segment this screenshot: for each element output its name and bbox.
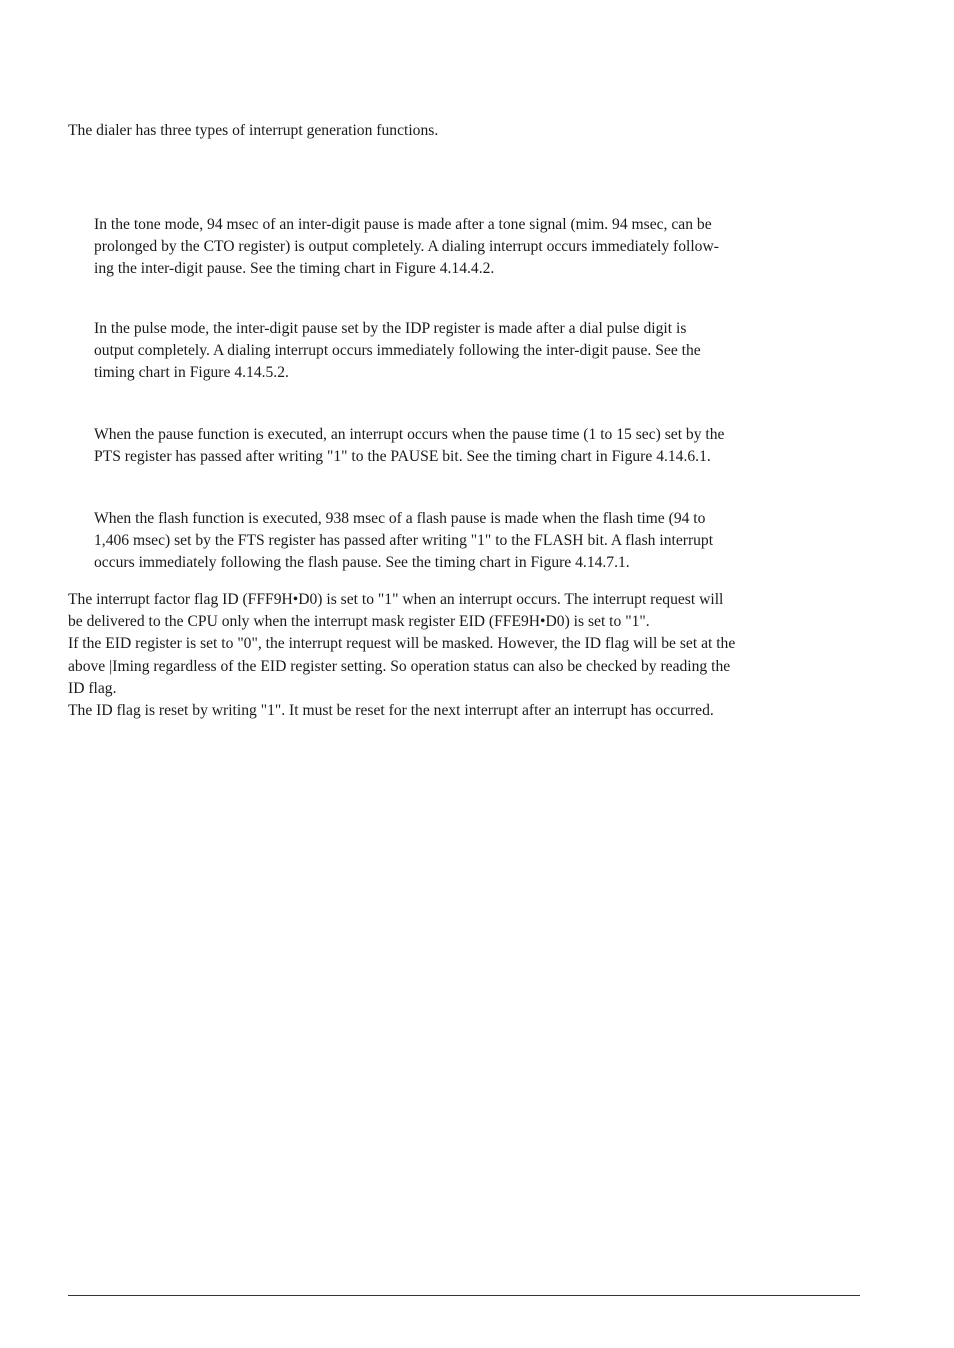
interrupt-notes-line: The interrupt factor flag ID (FFF9H•D0) is set to "1" when an interrupt occurs. The interrupt request will [68, 591, 724, 608]
pulse-mode-line: In the pulse mode, the inter-digit pause set by the IDP register is made after a dial pulse digit is [94, 320, 687, 337]
flash-function-line: When the flash function is executed, 938 msec of a flash pause is made when the flash time (94 to [94, 510, 706, 527]
pulse-mode-line: timing chart in Figure 4.14.5.2. [94, 364, 289, 381]
interrupt-notes-line: above |Iming regardless of the EID register setting. So operation status can also be checked by reading the [68, 658, 731, 675]
tone-mode-line: In the tone mode, 94 msec of an inter-digit pause is made after a tone signal (mim. 94 msec, can be [94, 216, 712, 233]
footer-divider [68, 1295, 860, 1296]
flash-function-line: 1,406 msec) set by the FTS register has passed after writing "1" to the FLASH bit. A flash interrupt [94, 532, 714, 549]
intro-text: The dialer has three types of interrupt generation functions. [68, 122, 439, 139]
tone-mode-line: prolonged by the CTO register) is output completely. A dialing interrupt occurs immediately follow- [94, 238, 719, 255]
pulse-mode-line: output completely. A dialing interrupt occurs immediately following the inter-digit pause. See the [94, 342, 701, 359]
pause-function-line: PTS register has passed after writing "1" to the PAUSE bit. See the timing chart in Figure 4.14.6.1. [94, 448, 711, 465]
pause-function-line: When the pause function is executed, an interrupt occurs when the pause time (1 to 15 sec) set by the [94, 426, 725, 443]
interrupt-notes-line: ID flag. [68, 680, 117, 697]
interrupt-notes-line: be delivered to the CPU only when the interrupt mask register EID (FFE9H•D0) is set to "1". [68, 613, 650, 630]
interrupt-notes-line: If the EID register is set to "0", the interrupt request will be masked. However, the ID flag will be set at the [68, 635, 736, 652]
flash-function-line: occurs immediately following the flash pause. See the timing chart in Figure 4.14.7.1. [94, 554, 630, 571]
interrupt-notes-line: The ID flag is reset by writing "1". It must be reset for the next interrupt after an interrupt has occurred. [68, 702, 714, 719]
tone-mode-line: ing the inter-digit pause. See the timing chart in Figure 4.14.4.2. [94, 260, 495, 277]
